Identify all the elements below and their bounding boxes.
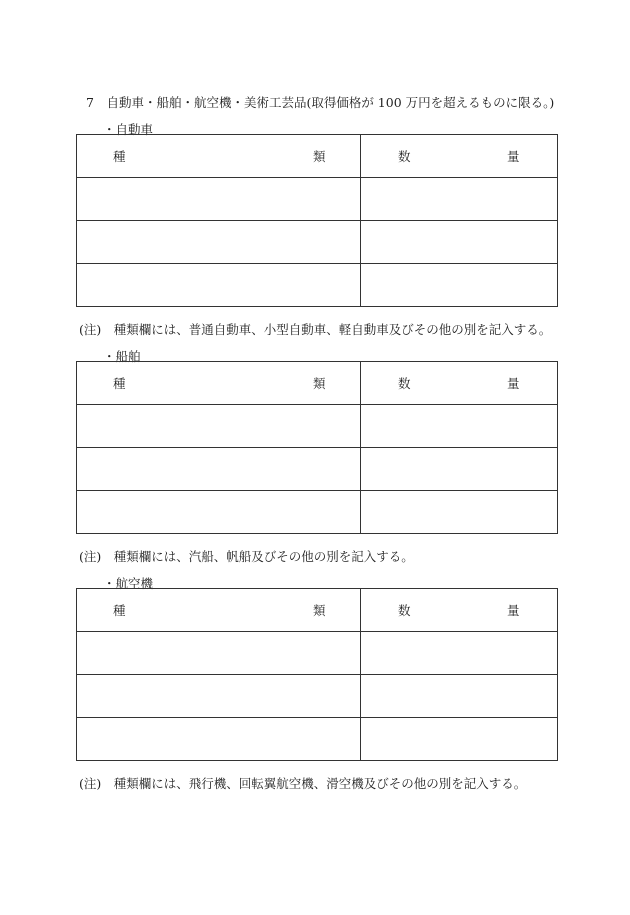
quantity-cell[interactable] — [361, 718, 558, 761]
automobile-note: (注) 種類欄には、普通自動車、小型自動車、軽自動車及びその他の別を記入する。 — [79, 322, 552, 337]
kind-cell[interactable] — [77, 264, 361, 307]
table-row — [77, 632, 558, 675]
kind-cell[interactable] — [77, 405, 361, 448]
quantity-cell[interactable] — [361, 221, 558, 264]
table-row — [77, 448, 558, 491]
table-row — [77, 718, 558, 761]
quantity-header-cell — [361, 589, 558, 632]
table-header-row — [77, 135, 558, 178]
quantity-header-char-1: 数 — [398, 149, 411, 164]
quantity-header-char-2: 量 — [507, 376, 520, 391]
ship-note: (注) 種類欄には、汽船、帆船及びその他の別を記入する。 — [79, 549, 414, 564]
kind-cell[interactable] — [77, 632, 361, 675]
quantity-cell[interactable] — [361, 405, 558, 448]
kind-cell[interactable] — [77, 448, 361, 491]
automobile-label: ・自動車 — [103, 122, 154, 137]
quantity-cell[interactable] — [361, 632, 558, 675]
quantity-header-char-2: 量 — [507, 603, 520, 618]
table-header-row — [77, 589, 558, 632]
kind-header-cell — [77, 135, 361, 178]
kind-cell[interactable] — [77, 178, 361, 221]
table-row — [77, 221, 558, 264]
quantity-cell[interactable] — [361, 264, 558, 307]
automobile-table — [76, 134, 558, 307]
quantity-header-char-1: 数 — [398, 376, 411, 391]
aircraft-note: (注) 種類欄には、飛行機、回転翼航空機、滑空機及びその他の別を記入する。 — [79, 776, 527, 791]
table-row — [77, 491, 558, 534]
table-row — [77, 178, 558, 221]
table-row — [77, 405, 558, 448]
table-row — [77, 675, 558, 718]
kind-cell[interactable] — [77, 675, 361, 718]
aircraft-table — [76, 588, 558, 761]
quantity-header-cell — [361, 362, 558, 405]
kind-cell[interactable] — [77, 491, 361, 534]
kind-header-char-2: 類 — [313, 149, 326, 164]
table-header-row — [77, 362, 558, 405]
kind-header-cell — [77, 589, 361, 632]
quantity-cell[interactable] — [361, 491, 558, 534]
quantity-cell[interactable] — [361, 675, 558, 718]
quantity-header-char-1: 数 — [398, 603, 411, 618]
kind-header-char-2: 類 — [313, 603, 326, 618]
table-row — [77, 264, 558, 307]
quantity-header-char-2: 量 — [507, 149, 520, 164]
quantity-cell[interactable] — [361, 448, 558, 491]
aircraft-label: ・航空機 — [103, 576, 154, 591]
quantity-header-cell — [361, 135, 558, 178]
quantity-cell[interactable] — [361, 178, 558, 221]
ship-table — [76, 361, 558, 534]
ship-label: ・船舶 — [103, 349, 141, 364]
kind-header-char-1: 種 — [113, 603, 126, 618]
kind-header-cell — [77, 362, 361, 405]
kind-header-char-2: 類 — [313, 376, 326, 391]
section-title: 7 自動車・船舶・航空機・美術工芸品(取得価格が 100 万円を超えるものに限る。) — [86, 95, 555, 110]
kind-header-char-1: 種 — [113, 376, 126, 391]
kind-header-char-1: 種 — [113, 149, 126, 164]
kind-cell[interactable] — [77, 221, 361, 264]
kind-cell[interactable] — [77, 718, 361, 761]
